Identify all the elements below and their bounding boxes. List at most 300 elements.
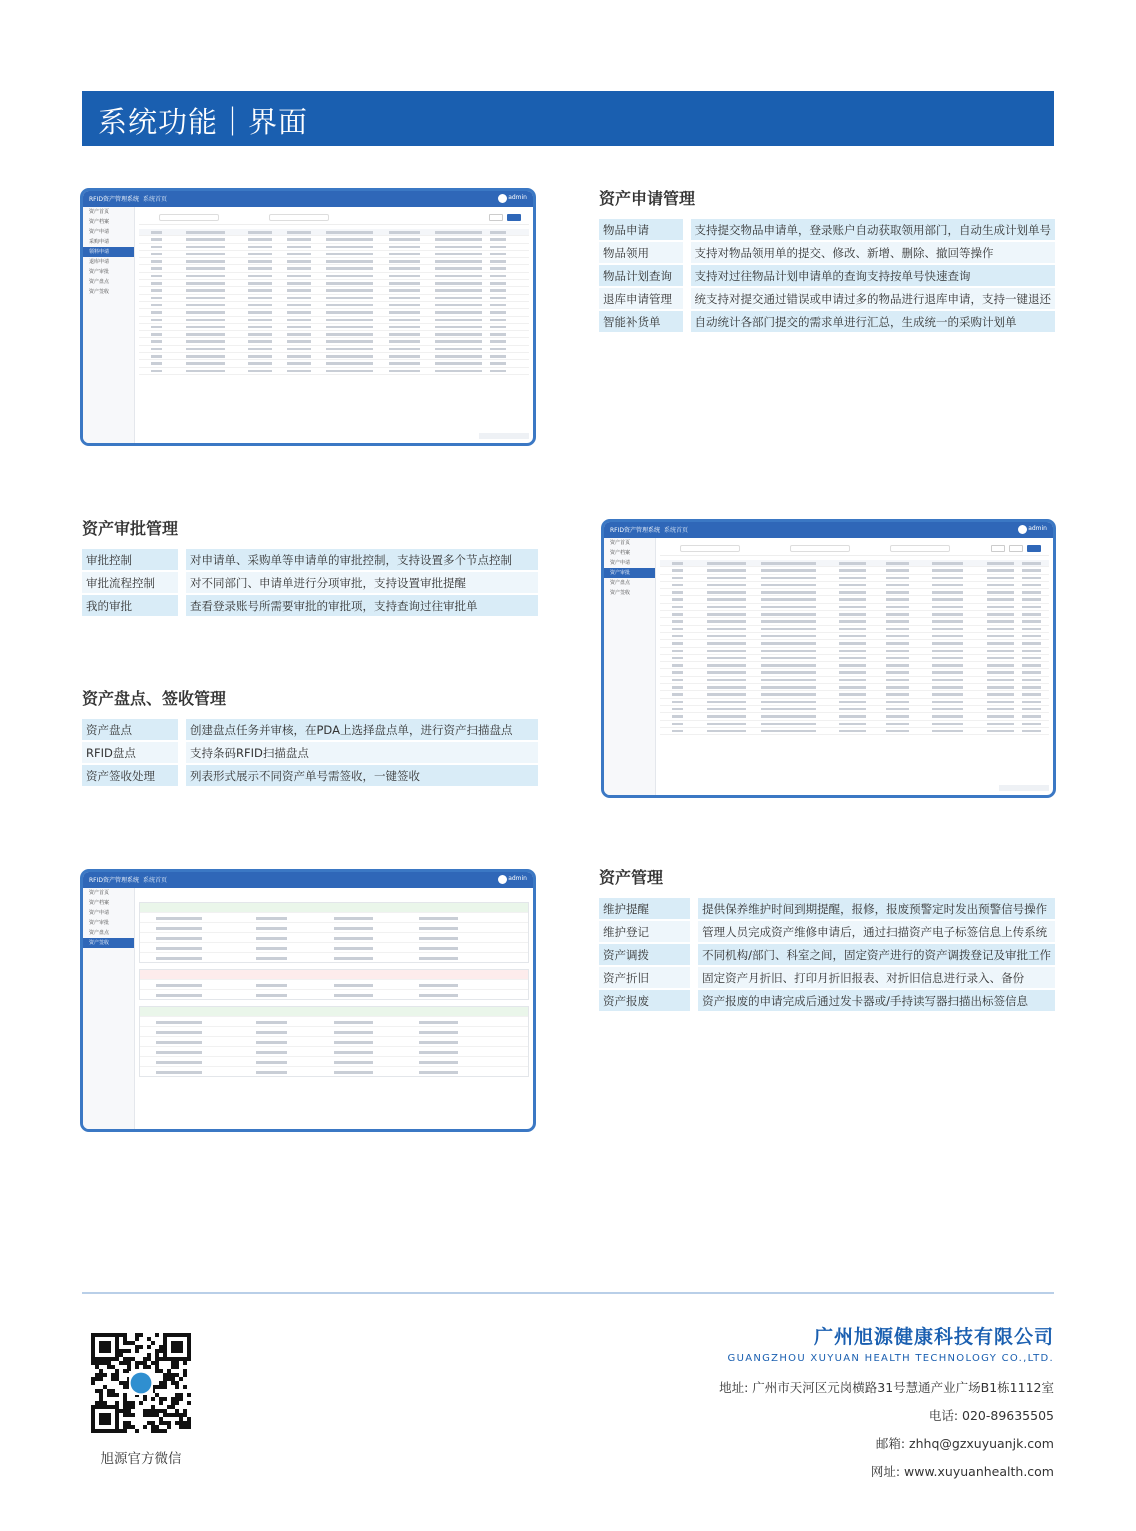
table-row (660, 626, 1049, 633)
group-header (140, 1007, 528, 1016)
feature-key: 维护登记 (599, 921, 690, 942)
cell-placeholder (672, 598, 684, 601)
cell-placeholder (672, 686, 684, 689)
feature-key: 物品申请 (599, 219, 683, 240)
table-row (660, 567, 1049, 574)
cell-placeholder (256, 1061, 287, 1064)
cell-placeholder (707, 598, 746, 601)
cell-placeholder (287, 370, 310, 373)
cell-placeholder (490, 246, 506, 249)
cell-placeholder (248, 297, 271, 300)
cell-placeholder (886, 569, 909, 572)
cell-placeholder (435, 253, 482, 256)
feature-title: 资产申请管理 (599, 189, 696, 208)
cell-placeholder (435, 289, 482, 292)
company-name-en: GUANGZHOU XUYUAN HEALTH TECHNOLOGY CO.,LTD. (727, 1353, 1054, 1364)
cell-placeholder (156, 917, 203, 920)
feature-desc: 对申请单、采购单等申请单的审批控制，支持设置多个节点控制 (178, 549, 538, 570)
cell-placeholder (151, 238, 163, 241)
cell-placeholder (256, 1021, 287, 1024)
sidebar-item[interactable]: 资产申请 (610, 560, 631, 566)
feature-desc: 不同机构/部门、科室之间，固定资产进行的资产调拨登记及审批工作 (690, 944, 1055, 965)
cell-placeholder (389, 238, 420, 241)
cell-placeholder (389, 319, 420, 322)
cell-placeholder (987, 664, 1014, 667)
wechat-qr-code (91, 1333, 191, 1433)
cell-placeholder (707, 693, 746, 696)
group-row (140, 1026, 528, 1036)
cell-placeholder (248, 246, 271, 249)
cell-placeholder (707, 679, 746, 682)
cell-placeholder (326, 348, 373, 351)
cell-placeholder (156, 1041, 203, 1044)
cell-placeholder (672, 693, 684, 696)
feature-row (599, 242, 1055, 263)
cell-placeholder (490, 231, 506, 234)
cell-placeholder (389, 355, 420, 358)
table-row (139, 258, 529, 265)
feature-key: 资产签收处理 (82, 765, 178, 786)
cell-placeholder (839, 613, 866, 616)
cell-placeholder (151, 275, 163, 278)
cell-placeholder (490, 297, 506, 300)
feature-desc: 创建盘点任务并审核，在PDA上选择盘点单，进行资产扫描盘点 (178, 719, 538, 740)
table-row (139, 295, 529, 302)
cell-placeholder (186, 275, 225, 278)
cell-placeholder (987, 730, 1014, 733)
cell-placeholder (672, 569, 684, 572)
cell-placeholder (419, 1071, 458, 1074)
cell-placeholder (761, 598, 815, 601)
app-topbar (604, 522, 1053, 538)
cell-placeholder (186, 333, 225, 336)
cell-placeholder (839, 715, 866, 718)
cell-placeholder (248, 348, 271, 351)
company-address: 地址: 广州市天河区元岗横路31号慧通产业广场B1栋1112室 (719, 1380, 1054, 1395)
cell-placeholder (435, 326, 482, 329)
group-row (140, 1056, 528, 1066)
table-row (660, 662, 1049, 669)
cell-placeholder (389, 297, 420, 300)
cell-placeholder (839, 701, 866, 704)
cell-placeholder (435, 355, 482, 358)
table-row (139, 309, 529, 316)
screenshot-asset-approval (601, 519, 1056, 798)
sidebar-item[interactable]: 资产签收 (610, 590, 631, 596)
feature-row (599, 265, 1055, 286)
cell-placeholder (1022, 657, 1041, 660)
cell-placeholder (839, 562, 866, 565)
cell-placeholder (186, 231, 225, 234)
cell-placeholder (1022, 708, 1041, 711)
cell-placeholder (707, 686, 746, 689)
cell-placeholder (886, 708, 909, 711)
feature-row (82, 595, 538, 616)
table-row (660, 596, 1049, 603)
table-row (139, 280, 529, 287)
cell-placeholder (987, 584, 1014, 587)
cell-placeholder (419, 1041, 458, 1044)
cell-placeholder (419, 1051, 458, 1054)
cell-placeholder (932, 664, 963, 667)
sidebar-item[interactable]: 资产首页 (610, 540, 631, 546)
cell-placeholder (326, 333, 373, 336)
cell-placeholder (186, 348, 225, 351)
cell-placeholder (151, 246, 163, 249)
sidebar-item[interactable]: 资产盘点 (89, 279, 110, 285)
cell-placeholder (326, 340, 373, 343)
app-main (139, 211, 529, 439)
cell-placeholder (839, 664, 866, 667)
cell-placeholder (151, 289, 163, 292)
feature-desc: 列表形式展示不同资产单号需签收，一键签收 (178, 765, 538, 786)
cell-placeholder (490, 370, 506, 373)
cell-placeholder (672, 635, 684, 638)
cell-placeholder (672, 613, 684, 616)
cell-placeholder (761, 671, 815, 674)
cell-placeholder (256, 1051, 287, 1054)
cell-placeholder (672, 591, 684, 594)
feature-desc: 统支持对提交通过错误或申请过多的物品进行退库申请，支持一键退还 (683, 288, 1056, 309)
cell-placeholder (1022, 715, 1041, 718)
feature-key: 物品领用 (599, 242, 683, 263)
cell-placeholder (932, 577, 963, 580)
cell-placeholder (707, 591, 746, 594)
sidebar-item[interactable]: 资产签收 (89, 289, 110, 295)
cell-placeholder (326, 362, 373, 365)
app-crumb: 系统首页 (143, 196, 168, 203)
sidebar-item[interactable]: 资产盘点 (89, 930, 110, 936)
sidebar-item[interactable]: 资产档案 (89, 900, 110, 906)
cell-placeholder (672, 584, 684, 587)
cell-placeholder (156, 927, 203, 930)
cell-placeholder (435, 297, 482, 300)
company-email: 邮箱: zhhq@gzxuyuanjk.com (875, 1436, 1054, 1451)
sidebar-item[interactable]: 资产审批 (604, 568, 655, 578)
company-name-cn: 广州旭源健康科技有限公司 (813, 1326, 1054, 1348)
cell-placeholder (326, 275, 373, 278)
cell-placeholder (186, 238, 225, 241)
cell-placeholder (287, 253, 310, 256)
group-row (140, 989, 528, 999)
app-title: RFID资产管理系统 (89, 877, 140, 884)
cell-placeholder (334, 927, 373, 930)
cell-placeholder (707, 613, 746, 616)
cell-placeholder (389, 260, 420, 263)
cell-placeholder (987, 569, 1014, 572)
cell-placeholder (287, 311, 310, 314)
cell-placeholder (672, 577, 684, 580)
cell-placeholder (707, 606, 746, 609)
cell-placeholder (151, 348, 163, 351)
cell-placeholder (334, 1071, 373, 1074)
cell-placeholder (256, 1041, 287, 1044)
cell-placeholder (932, 562, 963, 565)
cell-placeholder (326, 231, 373, 234)
cell-placeholder (419, 937, 458, 940)
group-row (140, 1036, 528, 1046)
cell-placeholder (435, 260, 482, 263)
cell-placeholder (389, 289, 420, 292)
table-row (660, 633, 1049, 640)
cell-placeholder (707, 723, 746, 726)
cell-placeholder (839, 686, 866, 689)
cell-placeholder (186, 340, 225, 343)
cell-placeholder (932, 657, 963, 660)
cell-placeholder (435, 362, 482, 365)
cell-placeholder (435, 319, 482, 322)
cell-placeholder (248, 319, 271, 322)
cell-placeholder (248, 333, 271, 336)
table-row (139, 273, 529, 280)
cell-placeholder (419, 1021, 458, 1024)
cell-placeholder (761, 628, 815, 631)
cell-placeholder (490, 238, 506, 241)
cell-placeholder (326, 267, 373, 270)
cell-placeholder (761, 657, 815, 660)
cell-placeholder (932, 591, 963, 594)
cell-placeholder (248, 362, 271, 365)
cell-placeholder (156, 947, 203, 950)
table-row (139, 346, 529, 353)
cell-placeholder (186, 297, 225, 300)
cell-placeholder (707, 628, 746, 631)
cell-placeholder (419, 917, 458, 920)
cell-placeholder (490, 267, 506, 270)
cell-placeholder (886, 657, 909, 660)
cell-placeholder (932, 613, 963, 616)
cell-placeholder (761, 562, 815, 565)
feature-inventory (82, 689, 538, 788)
cell-placeholder (932, 569, 963, 572)
cell-placeholder (987, 591, 1014, 594)
cell-placeholder (151, 297, 163, 300)
cell-placeholder (1022, 591, 1041, 594)
cell-placeholder (435, 267, 482, 270)
cell-placeholder (151, 304, 163, 307)
cell-placeholder (987, 657, 1014, 660)
banner-title: 系统功能｜界面 (98, 105, 309, 139)
cell-placeholder (186, 304, 225, 307)
cell-placeholder (707, 577, 746, 580)
sidebar-item[interactable]: 采购申请 (89, 239, 110, 245)
cell-placeholder (248, 304, 271, 307)
feature-row (599, 921, 1055, 942)
cell-placeholder (287, 348, 310, 351)
filter-bar (139, 211, 529, 225)
sidebar-item[interactable]: 领料申请 (83, 247, 134, 257)
cell-placeholder (932, 620, 963, 623)
cell-placeholder (490, 362, 506, 365)
cell-placeholder (419, 984, 458, 987)
feature-row (599, 311, 1055, 332)
cell-placeholder (707, 569, 746, 572)
cell-placeholder (490, 348, 506, 351)
cell-placeholder (839, 569, 866, 572)
feature-key: 资产折旧 (599, 967, 690, 988)
table-row (139, 360, 529, 367)
cell-placeholder (156, 984, 203, 987)
cell-placeholder (287, 340, 310, 343)
table-row (139, 287, 529, 294)
cell-placeholder (707, 701, 746, 704)
sidebar-item[interactable]: 退库申请 (89, 259, 110, 265)
cell-placeholder (932, 606, 963, 609)
cell-placeholder (761, 569, 815, 572)
table-row (660, 706, 1049, 713)
cell-placeholder (839, 723, 866, 726)
feature-key: 维护提醒 (599, 898, 690, 919)
cell-placeholder (435, 370, 482, 373)
cell-placeholder (932, 671, 963, 674)
cell-placeholder (156, 994, 203, 997)
cell-placeholder (932, 708, 963, 711)
cell-placeholder (839, 591, 866, 594)
group-header (140, 903, 528, 912)
cell-placeholder (761, 606, 815, 609)
sidebar-item[interactable]: 资产盘点 (610, 580, 631, 586)
feature-row (599, 219, 1055, 240)
cell-placeholder (707, 642, 746, 645)
cell-placeholder (707, 671, 746, 674)
signoff-group (139, 902, 529, 963)
cell-placeholder (389, 333, 420, 336)
cell-placeholder (151, 319, 163, 322)
cell-placeholder (156, 1031, 203, 1034)
table-row (139, 229, 529, 236)
cell-placeholder (839, 577, 866, 580)
cell-placeholder (248, 282, 271, 285)
cell-placeholder (156, 957, 203, 960)
app-main (660, 542, 1049, 791)
cell-placeholder (839, 693, 866, 696)
cell-placeholder (490, 275, 506, 278)
feature-desc: 自动统计各部门提交的需求单进行汇总，生成统一的采购计划单 (683, 311, 1056, 332)
cell-placeholder (186, 246, 225, 249)
cell-placeholder (987, 642, 1014, 645)
group-row (140, 942, 528, 952)
table-row (660, 560, 1049, 567)
cell-placeholder (932, 723, 963, 726)
cell-placeholder (932, 693, 963, 696)
cell-placeholder (761, 620, 815, 623)
cell-placeholder (490, 311, 506, 314)
cell-placeholder (334, 1051, 373, 1054)
sidebar-item[interactable]: 资产申请 (89, 229, 110, 235)
app-topbar (83, 872, 533, 888)
cell-placeholder (672, 664, 684, 667)
sidebar-item[interactable]: 资产档案 (610, 550, 631, 556)
cell-placeholder (334, 957, 373, 960)
cell-placeholder (186, 362, 225, 365)
cell-placeholder (326, 355, 373, 358)
avatar (498, 194, 507, 203)
cell-placeholder (256, 994, 287, 997)
cell-placeholder (987, 613, 1014, 616)
sidebar-item[interactable]: 资产首页 (89, 890, 110, 896)
cell-placeholder (326, 304, 373, 307)
table-row (660, 655, 1049, 662)
cell-placeholder (389, 275, 420, 278)
app-topbar (83, 191, 533, 207)
cell-placeholder (761, 686, 815, 689)
cell-placeholder (761, 577, 815, 580)
cell-placeholder (186, 319, 225, 322)
cell-placeholder (326, 297, 373, 300)
cell-placeholder (672, 730, 684, 733)
cell-placeholder (1022, 679, 1041, 682)
sidebar-item[interactable]: 资产签收 (83, 938, 134, 948)
app-user: admin (508, 875, 527, 882)
cell-placeholder (761, 715, 815, 718)
sidebar-item[interactable]: 资产审批 (89, 920, 110, 926)
sidebar-item[interactable]: 资产档案 (89, 219, 110, 225)
cell-placeholder (435, 311, 482, 314)
sidebar-item[interactable]: 资产首页 (89, 209, 110, 215)
cell-placeholder (334, 994, 373, 997)
cell-placeholder (435, 246, 482, 249)
cell-placeholder (1022, 562, 1041, 565)
cell-placeholder (248, 253, 271, 256)
feature-row (599, 898, 1055, 919)
app-main (139, 902, 529, 1125)
feature-key: 资产调拨 (599, 944, 690, 965)
cell-placeholder (839, 650, 866, 653)
cell-placeholder (435, 275, 482, 278)
sidebar-item[interactable]: 资产申请 (89, 910, 110, 916)
cell-placeholder (886, 577, 909, 580)
cell-placeholder (287, 319, 310, 322)
cell-placeholder (334, 1061, 373, 1064)
cell-placeholder (886, 715, 909, 718)
cell-placeholder (248, 260, 271, 263)
cell-placeholder (761, 584, 815, 587)
cell-placeholder (248, 340, 271, 343)
cell-placeholder (248, 370, 271, 373)
cell-placeholder (389, 304, 420, 307)
group-row (140, 979, 528, 989)
table-row (139, 317, 529, 324)
cell-placeholder (334, 984, 373, 987)
cell-placeholder (1022, 642, 1041, 645)
cell-placeholder (987, 679, 1014, 682)
cell-placeholder (334, 1041, 373, 1044)
cell-placeholder (987, 620, 1014, 623)
cell-placeholder (1022, 577, 1041, 580)
cell-placeholder (886, 723, 909, 726)
cell-placeholder (987, 577, 1014, 580)
feature-table (82, 717, 538, 788)
cell-placeholder (886, 701, 909, 704)
cell-placeholder (672, 708, 684, 711)
cell-placeholder (987, 693, 1014, 696)
cell-placeholder (932, 642, 963, 645)
cell-placeholder (490, 355, 506, 358)
sidebar-item[interactable]: 资产审批 (89, 269, 110, 275)
cell-placeholder (839, 679, 866, 682)
cell-placeholder (389, 340, 420, 343)
cell-placeholder (435, 282, 482, 285)
cell-placeholder (987, 562, 1014, 565)
cell-placeholder (389, 362, 420, 365)
cell-placeholder (932, 679, 963, 682)
cell-placeholder (419, 994, 458, 997)
cell-placeholder (1022, 628, 1041, 631)
feature-desc: 查看登录账号所需要审批的审批项，支持查询过往审批单 (178, 595, 538, 616)
cell-placeholder (672, 628, 684, 631)
cell-placeholder (672, 657, 684, 660)
cell-placeholder (419, 1031, 458, 1034)
